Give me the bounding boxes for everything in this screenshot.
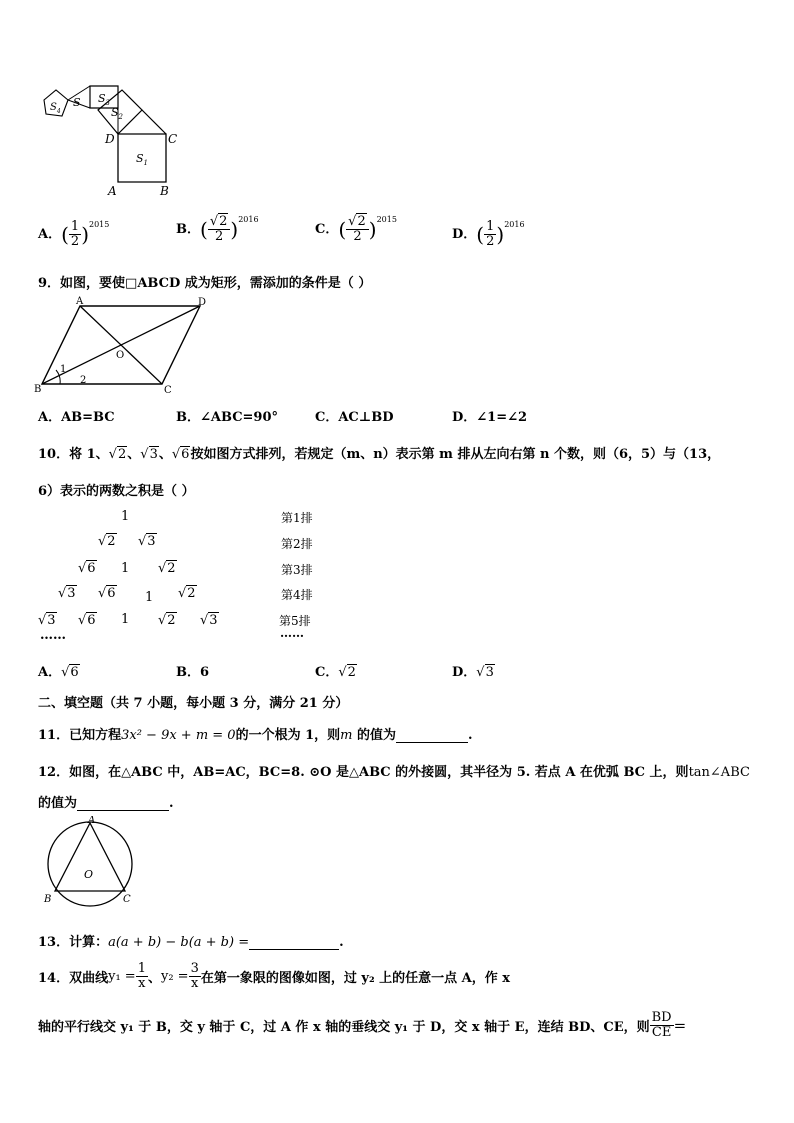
- svg-text:B: B: [160, 184, 169, 198]
- q9-option-b[interactable]: B．∠ABC=90°: [176, 410, 279, 425]
- q11-question: 11．已知方程3x² − 9x + m = 0的一个根为 1，则m 的值为 .: [38, 728, 473, 743]
- svg-text:A: A: [76, 296, 84, 307]
- svg-text:O: O: [84, 868, 94, 881]
- svg-text:S4: $S_4$: [50, 102, 61, 115]
- q8-option-a[interactable]: A．( $\frac{1}{2}$ )$^{2015}$: [38, 219, 110, 249]
- label-s3: S: [73, 96, 81, 109]
- svg-text:B: B: [34, 384, 42, 395]
- svg-text:S2: $S_2$: [111, 106, 124, 121]
- q9-option-d[interactable]: D．∠1=∠2: [452, 410, 528, 425]
- q8-option-b[interactable]: B．( $\frac{√2}{2}$ )$^{2016}$: [176, 214, 259, 244]
- q10-question-line1: 10．将 1、√2、√3、√6按如图方式排列，若规定（m、n）表示第 m 排从左向右第 n 个数，则（6，5）与（13，: [38, 447, 721, 462]
- svg-text:D: D: [198, 297, 207, 308]
- svg-text:C: C: [123, 894, 131, 905]
- q10-option-c[interactable]: C．√2: [315, 665, 356, 680]
- svg-text:1: 1: [60, 364, 67, 375]
- q14-question-line1: 14．双曲线y₁ = $\frac{1}{x}$ 、y₂ = $\frac{3}{x}$ 在第一象限的图像如图，过 y₂ 上的任意一点 A，作 x: [38, 961, 511, 991]
- q14-question-line2: 轴的平行线交 y₁ 于 B，交 y 轴于 C，过 A 作 x 轴的垂线交 y₁ 于 D，交 x 轴于 E，连结 BD、CE，则 $\frac{BD}{CE}$ =: [38, 1010, 687, 1040]
- q9-question: 9．如图，要使□ABCD 成为矩形，需添加的条件是（ ）: [38, 276, 372, 291]
- q12-question-line2: 的值为 .: [38, 796, 174, 811]
- squares-figure: [38, 78, 188, 200]
- q11-answer-blank[interactable]: [396, 742, 468, 743]
- svg-text:A: A: [88, 816, 96, 826]
- svg-text:A: A: [108, 184, 117, 198]
- parallelogram-figure: [34, 296, 214, 398]
- section-heading: 二、填空题（共 7 小题，每小题 3 分，满分 21 分）: [38, 696, 349, 711]
- svg-text:D: D: [105, 132, 115, 146]
- svg-text:O: O: [116, 350, 125, 361]
- svg-text:2: 2: [80, 375, 87, 386]
- q8-option-c[interactable]: C．( $\frac{√2}{2}$ )$^{2015}$: [315, 214, 397, 244]
- q10-option-b[interactable]: B．6: [176, 665, 210, 680]
- q9-option-a[interactable]: A．AB=BC: [38, 410, 115, 425]
- q8-option-d[interactable]: D．( $\frac{1}{2}$ )$^{2016}$: [452, 219, 525, 249]
- q12-question-line1: 12．如图，在△ABC 中，AB=AC，BC=8. ⊙O 是△ABC 的外接圆，其半径为 5. 若点 A 在优弧 BC 上，则tan∠ABC: [38, 765, 750, 780]
- q10-option-a[interactable]: A．√6: [38, 665, 79, 680]
- circle-figure: [40, 816, 140, 912]
- svg-text:C: C: [164, 385, 172, 396]
- q13-question: 13．计算：a(a + b) − b(a + b) = .: [38, 935, 344, 950]
- svg-text:C: C: [168, 132, 178, 146]
- svg-text:S1: $S_1$: [136, 152, 149, 167]
- svg-text:B: B: [44, 894, 52, 905]
- q9-option-c[interactable]: C．AC⊥BD: [315, 410, 394, 425]
- svg-text:S3: $S_3$: [98, 92, 111, 107]
- q12-answer-blank[interactable]: [77, 810, 169, 811]
- q10-question-line2: 6）表示的两数之积是（ ）: [38, 484, 195, 499]
- q13-answer-blank[interactable]: [249, 949, 339, 950]
- q10-option-d[interactable]: D．√3: [452, 665, 494, 680]
